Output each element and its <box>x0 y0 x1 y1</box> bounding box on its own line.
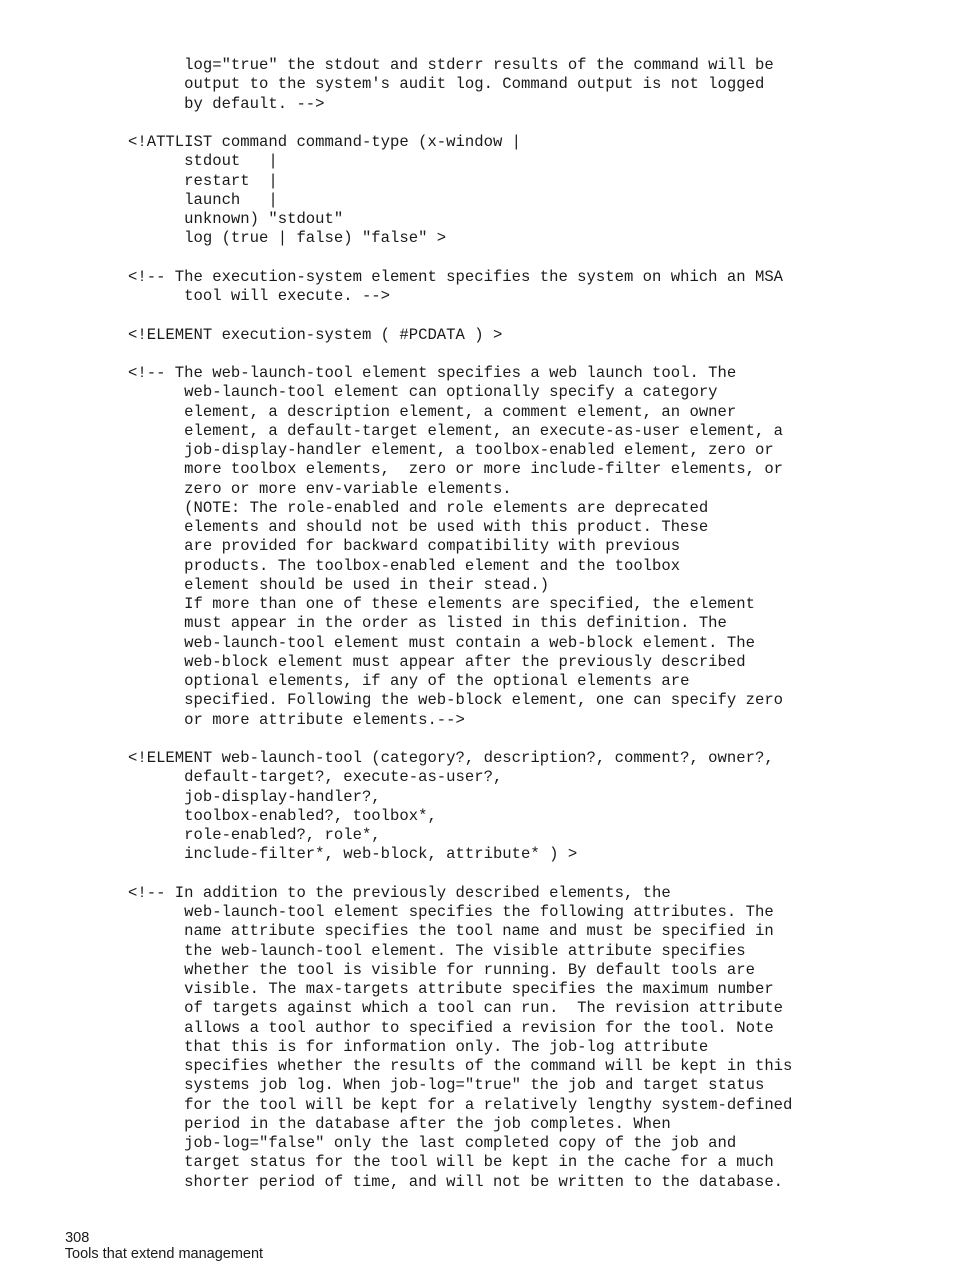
code-line: must appear in the order as listed in this definition. The <box>128 614 727 633</box>
code-line <box>128 345 928 364</box>
code-line: more toolbox elements, zero or more include-filter elements, or <box>128 460 784 479</box>
code-line: <!-- In addition to the previously described elements, the <box>128 883 671 902</box>
code-line <box>128 865 928 884</box>
code-line: or more attribute elements.--> <box>128 710 465 729</box>
code-line: include-filter*, web-block, attribute* ) > <box>128 845 578 864</box>
code-line: allows a tool author to specified a revision for the tool. Note <box>128 1018 774 1037</box>
code-line: element, a default-target element, an execute-as-user element, a <box>128 421 784 440</box>
code-line: element should be used in their stead.) <box>128 575 550 594</box>
page-number: 308 <box>65 1230 90 1246</box>
code-line: <!ELEMENT web-launch-tool (category?, description?, comment?, owner?, <box>128 749 774 767</box>
code-line: launch | <box>128 190 278 209</box>
code-line: web-block element must appear after the previously described <box>128 652 746 671</box>
code-line: elements and should not be used with this product. These <box>128 518 709 536</box>
code-line: the web-launch-tool element. The visible attribute specifies <box>128 941 746 960</box>
code-line: of targets against which a tool can run. The revision attribute <box>128 999 784 1018</box>
code-line: role-enabled?, role*, <box>128 826 381 844</box>
code-line <box>128 249 928 268</box>
code-line: period in the database after the job completes. When <box>128 1114 671 1133</box>
code-line: systems job log. When job-log="true" the job and target status <box>128 1076 765 1095</box>
code-line: specifies whether the results of the command will be kept in this <box>128 1057 793 1075</box>
code-line: restart | <box>128 171 278 190</box>
code-line: that this is for information only. The job-log attribute <box>128 1037 709 1056</box>
code-line: job-display-handler element, a toolbox-enabled element, zero or <box>128 441 774 459</box>
code-line <box>128 306 928 325</box>
code-line: <!-- The web-launch-tool element specifies a web launch tool. The <box>128 364 737 382</box>
code-line: web-launch-tool element must contain a web-block element. The <box>128 633 755 652</box>
code-line: zero or more env-variable elements. <box>128 479 512 498</box>
code-line: visible. The max-targets attribute specifies the maximum number <box>128 980 774 998</box>
code-line: specified. Following the web-block element, one can specify zero <box>128 691 784 710</box>
code-line: (NOTE: The role-enabled and role elements are deprecated <box>128 498 709 517</box>
code-line: job-display-handler?, <box>128 787 381 806</box>
code-line: log="true" the stdout and stderr results of the command will be <box>128 56 774 74</box>
footer-section-title: Tools that extend management <box>64 1246 264 1262</box>
code-line <box>128 730 928 749</box>
code-line: toolbox-enabled?, toolbox*, <box>128 806 437 825</box>
code-line: shorter period of time, and will not be written to the database. <box>128 1172 784 1191</box>
code-line: by default. --> <box>128 94 325 113</box>
code-line: log (true | false) "false" > <box>128 229 447 248</box>
code-line: name attribute specifies the tool name and must be specified in <box>128 922 774 941</box>
code-line: are provided for backward compatibility with previous <box>128 537 681 556</box>
code-line: If more than one of these elements are specified, the element <box>128 595 755 613</box>
code-line: <!-- The execution-system element specifies the system on which an MSA <box>128 267 784 286</box>
code-line: target status for the tool will be kept in the cache for a much <box>128 1153 774 1172</box>
code-line: unknown) "stdout" <box>128 210 344 228</box>
code-line: <!ELEMENT execution-system ( #PCDATA ) > <box>128 325 503 344</box>
code-line: web-launch-tool element specifies the following attributes. The <box>128 903 774 921</box>
code-line: <!ATTLIST command command-type (x-window | <box>128 133 522 151</box>
code-line: products. The toolbox-enabled element and the toolbox <box>128 556 681 575</box>
code-line: for the tool will be kept for a relatively lengthy system-defined <box>128 1095 793 1114</box>
code-listing <box>128 56 928 1192</box>
code-line: stdout | <box>128 152 278 171</box>
code-line: element, a description element, a comment element, an owner <box>128 402 737 421</box>
code-line: job-log="false" only the last completed copy of the job and <box>128 1134 737 1152</box>
code-line: default-target?, execute-as-user?, <box>128 768 503 787</box>
code-line: output to the system's audit log. Command output is not logged <box>128 75 765 94</box>
code-line: tool will execute. --> <box>128 287 391 305</box>
code-line: optional elements, if any of the optional elements are <box>128 672 690 690</box>
code-line <box>128 114 928 133</box>
page-footer <box>57 1214 263 1262</box>
code-line: whether the tool is visible for running. By default tools are <box>128 960 755 979</box>
code-line: web-launch-tool element can optionally specify a category <box>128 383 718 402</box>
